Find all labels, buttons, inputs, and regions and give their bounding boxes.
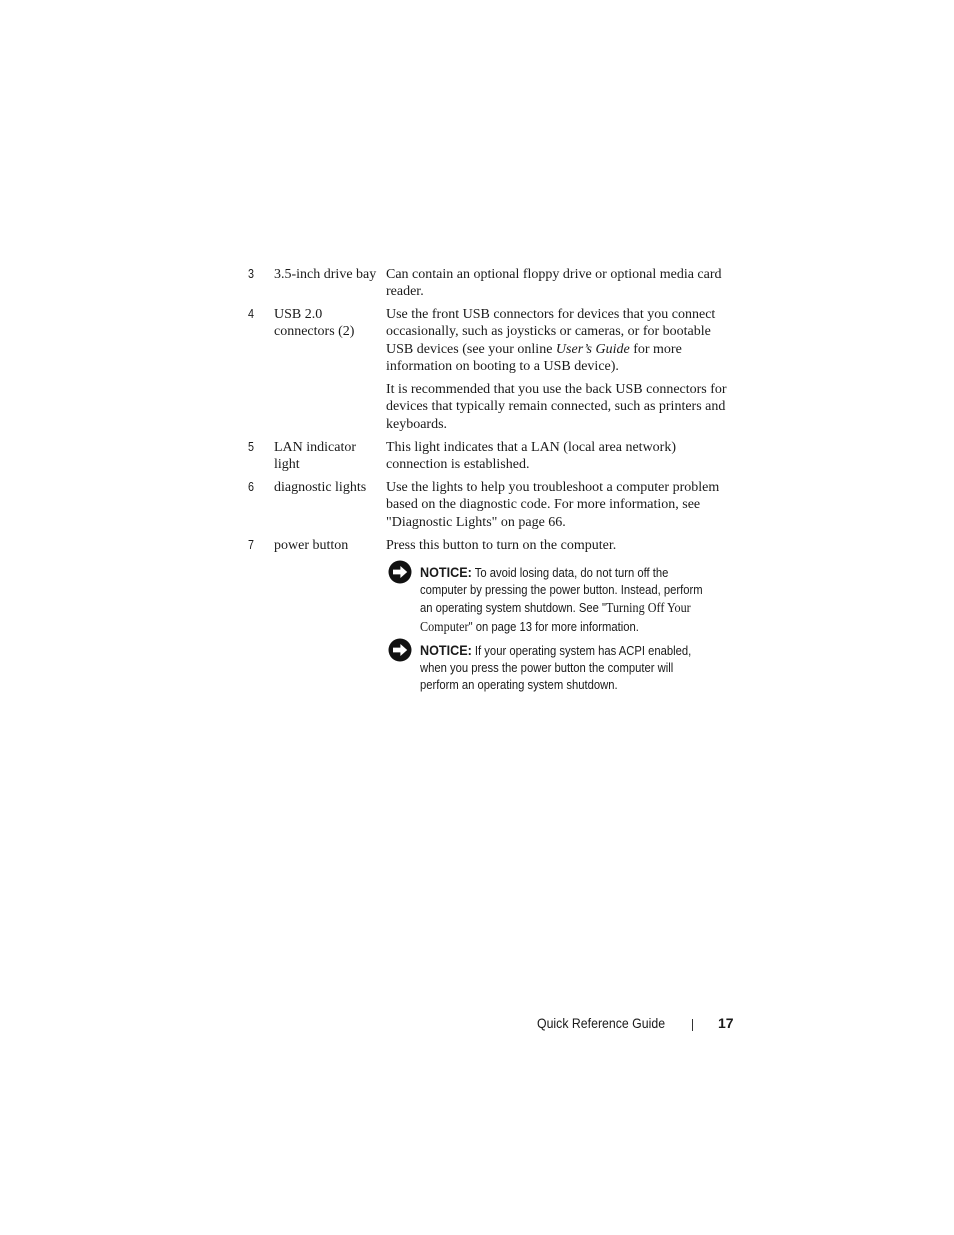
item-name: LAN indicator light <box>274 440 357 473</box>
users-guide-title: User’s Guide <box>555 341 630 357</box>
item-number: 5 <box>248 440 254 454</box>
page-footer <box>537 1015 734 1031</box>
notice-label: NOTICE: <box>420 642 472 658</box>
item-number: 6 <box>248 480 254 494</box>
item-description: Use the lights to help you troubleshoot a computer problem based on the diagnostic code. For more information, see "Diagnostic Lights" on page 66. <box>386 480 720 530</box>
item-name: diagnostic lights <box>274 480 367 495</box>
notice-text: NOTICE: To avoid losing data, do not turn off the computer by pressing the power button. Instead, perform an operating system shutdown. See "Turning Off Your Computer" on page 13 for more information. <box>420 564 703 634</box>
item-description: Use the front USB connectors for devices that you connect occasionally, such as joysticks or cameras, or for bootable USB devices (see your online User’s Guide for more information on booting to a USB device). It is recommended that you use the back USB connectors for devices that typically remain connected, such as printers and keyboards. <box>386 307 727 432</box>
item-number: 7 <box>248 538 254 552</box>
item-description: This light indicates that a LAN (local area network) connection is established. <box>386 440 677 473</box>
notice-arrow-icon <box>388 638 412 662</box>
item-name: USB 2.0 connectors (2) <box>274 307 355 340</box>
footer-guide-title: Quick Reference Guide <box>537 1015 666 1031</box>
cross-reference-link[interactable]: Turning Off Your Computer <box>420 600 691 634</box>
item-name: power button <box>274 538 349 553</box>
notice-arrow-icon <box>388 560 412 584</box>
item-number: 3 <box>248 267 254 281</box>
page-number: 17 <box>718 1015 734 1031</box>
item-number: 4 <box>248 307 254 321</box>
notice-text: NOTICE: If your operating system has ACPI enabled, when you press the power button the computer will perform an operating system shutdown. <box>420 642 692 693</box>
item-description: Press this button to turn on the computer. <box>386 538 617 553</box>
notice-label: NOTICE: <box>420 564 472 580</box>
footer-divider <box>692 1019 693 1031</box>
item-description: Can contain an optional floppy drive or optional media card reader. <box>386 267 722 300</box>
item-name: 3.5-inch drive bay <box>274 267 377 282</box>
